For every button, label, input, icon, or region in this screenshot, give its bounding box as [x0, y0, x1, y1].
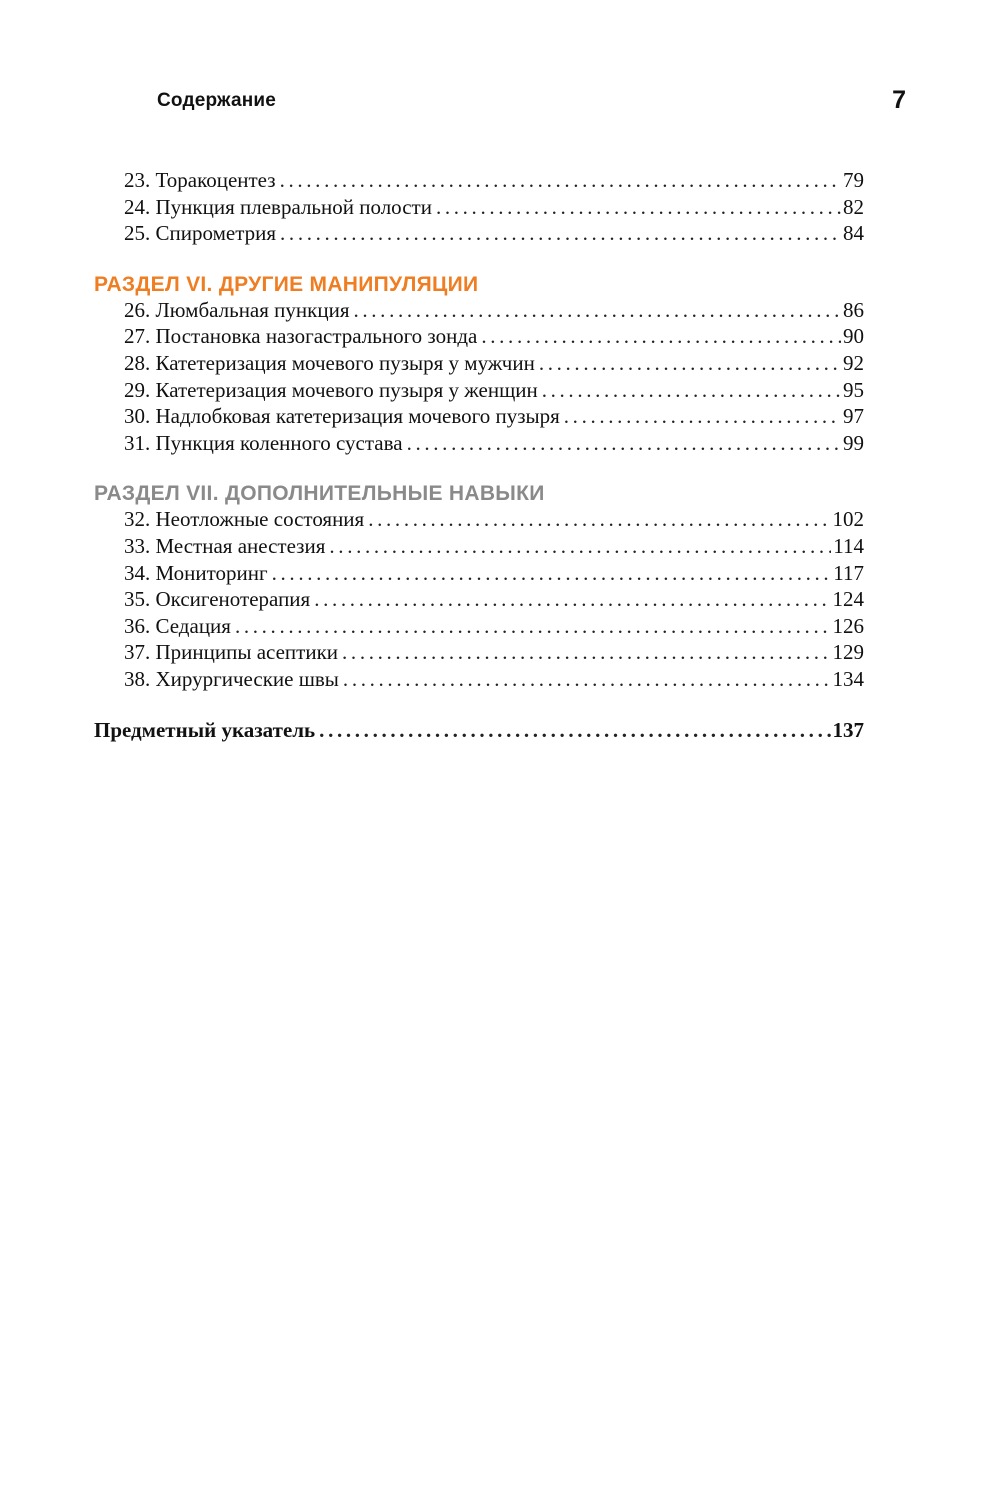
toc-entry-label: 30. Надлобковая катетеризация мочевого пузыря — [124, 404, 560, 429]
toc-entry-label: 25. Спирометрия — [124, 221, 277, 246]
toc-entry[interactable] — [94, 561, 864, 588]
toc-entry-page: 97 — [843, 404, 864, 429]
toc-entry-label: 32. Неотложные состояния — [124, 507, 365, 532]
toc-entry-page: 102 — [832, 507, 864, 532]
toc-entry-label: 31. Пункция коленного сустава — [124, 430, 403, 455]
toc-entry-label: 35. Оксигенотерапия — [124, 587, 311, 612]
dot-leader — [329, 534, 831, 559]
toc-entry-page: 86 — [843, 297, 864, 322]
toc-entry-page: 90 — [843, 324, 864, 349]
toc-entry-page: 124 — [832, 587, 864, 612]
toc-entry-label: 34. Мониторинг — [124, 560, 268, 585]
toc-entry[interactable] — [94, 168, 864, 195]
dot-leader — [280, 168, 841, 193]
toc-entry-page: 114 — [833, 533, 864, 558]
running-title: Содержание — [157, 90, 277, 111]
dot-leader — [407, 431, 841, 456]
toc-entry-label: 29. Катетеризация мочевого пузыря у женщин — [124, 377, 538, 402]
toc-entry-label: 24. Пункция плевральной полости — [124, 194, 432, 219]
toc-entry-label: Предметный указатель — [94, 717, 316, 742]
toc-entry-label: 23. Торакоцентез — [124, 168, 276, 192]
toc-entry-label: 28. Катетеризация мочевого пузыря у мужчин — [124, 350, 535, 375]
toc-entry-page: 117 — [833, 560, 864, 585]
toc-entry-label: 27. Постановка назогастрального зонда — [124, 324, 478, 349]
toc-entry-label: 36. Седация — [124, 613, 231, 638]
toc-entry[interactable] — [94, 667, 864, 694]
toc-entry-page: 126 — [832, 613, 864, 638]
toc-entry[interactable] — [94, 221, 864, 248]
toc-entry-page: 134 — [832, 666, 864, 691]
toc-entry[interactable] — [94, 431, 864, 458]
toc-entry[interactable] — [94, 324, 864, 351]
dot-leader — [343, 667, 831, 692]
toc-entry-label: 37. Принципы асептики — [124, 640, 339, 665]
table-of-contents — [94, 168, 864, 744]
toc-entry-page: 79 — [843, 168, 864, 192]
toc-entry[interactable] — [94, 351, 864, 378]
toc-entry-index[interactable] — [94, 718, 864, 745]
toc-entry[interactable] — [94, 640, 864, 667]
section-heading-vii[interactable]: РАЗДЕЛ VII. ДОПОЛНИТЕЛЬНЫЕ НАВЫКИ — [94, 482, 545, 506]
dot-leader — [564, 404, 841, 429]
toc-entry[interactable] — [94, 298, 864, 325]
toc-entry[interactable] — [94, 404, 864, 431]
toc-entry[interactable] — [94, 587, 864, 614]
dot-leader — [542, 378, 841, 403]
dot-leader — [481, 324, 841, 349]
toc-entry-page: 95 — [843, 377, 864, 402]
toc-entry[interactable] — [94, 614, 864, 641]
toc-entry[interactable] — [94, 507, 864, 534]
dot-leader — [314, 587, 830, 612]
toc-entry-label: 26. Люмбальная пункция — [124, 297, 350, 322]
toc-entry-page: 99 — [843, 430, 864, 455]
toc-entry-page: 84 — [843, 221, 864, 246]
toc-entry-page: 129 — [832, 640, 864, 665]
dot-leader — [319, 718, 830, 743]
dot-leader — [368, 507, 830, 532]
toc-entry-label: 33. Местная анестезия — [124, 533, 326, 558]
toc-entry-page: 92 — [843, 350, 864, 375]
dot-leader — [342, 640, 830, 665]
toc-entry[interactable] — [94, 378, 864, 405]
toc-entry-label: 38. Хирургические швы — [124, 666, 339, 691]
dot-leader — [235, 614, 831, 639]
dot-leader — [272, 561, 832, 586]
toc-entry-page: 137 — [832, 717, 864, 742]
page-number: 7 — [892, 86, 906, 114]
dot-leader — [280, 221, 841, 246]
dot-leader — [353, 298, 841, 323]
toc-entry-page: 82 — [843, 194, 864, 219]
toc-entry[interactable] — [94, 195, 864, 222]
dot-leader — [436, 195, 841, 220]
toc-entry[interactable] — [94, 534, 864, 561]
dot-leader — [539, 351, 841, 376]
section-heading-vi[interactable]: РАЗДЕЛ VI. ДРУГИЕ МАНИПУЛЯЦИИ — [94, 272, 479, 296]
